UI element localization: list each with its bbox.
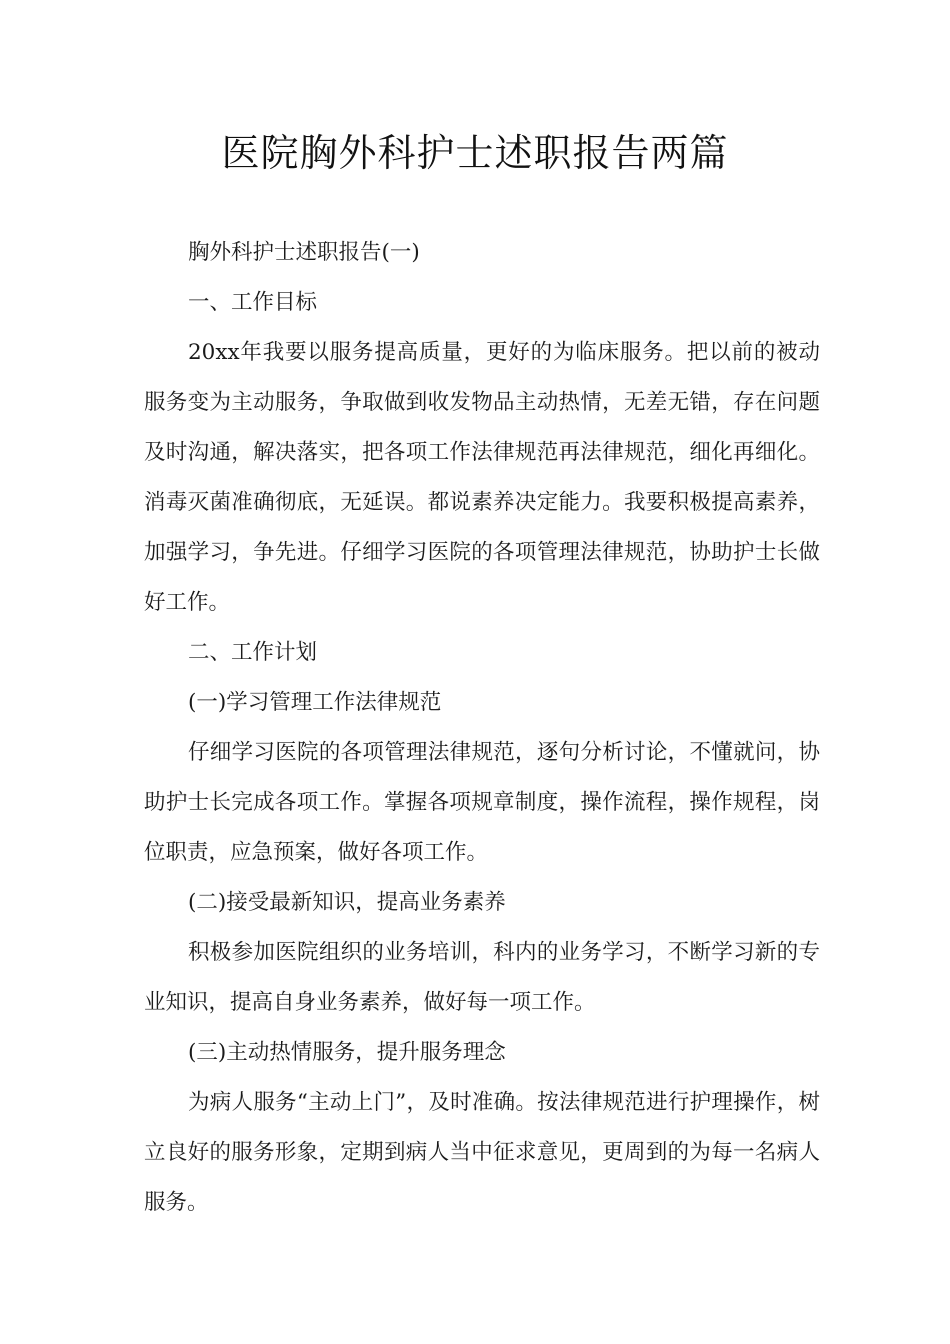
section-heading-plan: 二、工作计划 xyxy=(188,640,318,665)
section-heading-goals: 一、工作目标 xyxy=(188,290,318,315)
subheading-3: (三)主动热情服务，提升服务理念 xyxy=(188,1040,506,1065)
paragraph-1: 仔细学习医院的各项管理法律规范，逐句分析讨论，不懂就问，协助护士长完成各项工作。掌握各项规章制度，操作流程，操作规程，岗位职责，应急预案，做好各项工作。 xyxy=(144,740,820,865)
report-subtitle: 胸外科护士述职报告(一) xyxy=(188,240,420,265)
subheading-1: (一)学习管理工作法律规范 xyxy=(188,690,442,715)
paragraph-2: 积极参加医院组织的业务培训，科内的业务学习，不断学习新的专业知识，提高自身业务素养，做好每一项工作。 xyxy=(144,940,820,1015)
subheading-2: (二)接受最新知识，提高业务素养 xyxy=(188,890,506,915)
paragraph-goals: 20xx年我要以服务提高质量，更好的为临床服务。把以前的被动服务变为主动服务，争取做到收发物品主动热情，无差无错，存在问题及时沟通，解决落实，把各项工作法律规范再法律规范，细化再细化。消毒灭菌准确彻底，无延误。都说素养决定能力。我要积极提高素养，加强学习，争先进。仔细学习医院的各项管理法律规范，协助护士长做好工作。 xyxy=(144,340,820,615)
document-title: 医院胸外科护士述职报告两篇 xyxy=(221,131,729,175)
document-body xyxy=(144,228,820,1228)
paragraph-3: 为病人服务“主动上门”，及时准确。按法律规范进行护理操作，树立良好的服务形象，定期到病人当中征求意见，更周到的为每一名病人服务。 xyxy=(144,1090,820,1215)
